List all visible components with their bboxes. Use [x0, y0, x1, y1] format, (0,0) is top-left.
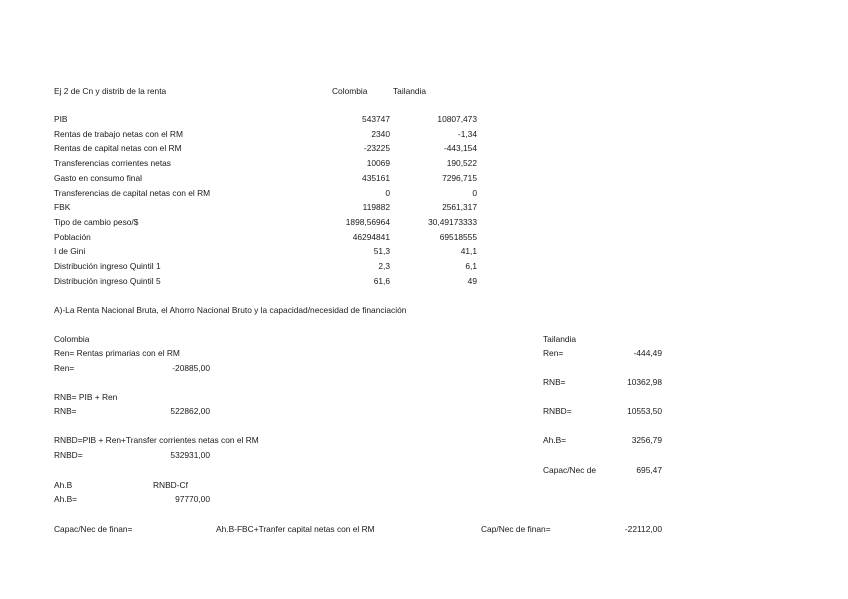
table-cell-colombia: 51,3 — [373, 246, 390, 257]
table-row-label: Transferencias de capital netas con el RM — [54, 187, 211, 198]
tailandia-rnb-label: RNB= — [543, 377, 566, 387]
table-row-label: Rentas de capital netas con el RM — [54, 143, 182, 154]
colombia-rnbd-value: 532931,00 — [170, 450, 210, 460]
colombia-ahb-label: Ah.B= — [54, 494, 78, 504]
table-cell-colombia: 1898,56964 — [345, 216, 390, 227]
tailandia-heading: Tailandia — [543, 334, 577, 344]
tailandia-ren-label: Ren= — [543, 348, 564, 358]
table-row-label: Distribución ingreso Quintil 1 — [54, 261, 161, 271]
tailandia-capac-label: Capac/Nec de — [543, 465, 597, 475]
column-header-colombia: Colombia — [332, 86, 368, 96]
colombia-ahb-formula: RNBD-Cf — [153, 480, 188, 490]
colombia-capac-label: Capac/Nec de finan= — [54, 524, 133, 534]
table-cell-colombia: 10069 — [366, 158, 390, 169]
table-row-label: I de Gini — [54, 246, 86, 257]
table-cell-tailandia: 10807,473 — [437, 114, 477, 124]
colombia-rnb-formula: RNB= PIB + Ren — [54, 392, 118, 402]
table-cell-colombia: 435161 — [362, 172, 390, 183]
tailandia-ren-value: -444,49 — [633, 348, 662, 358]
table-row-label: Transferencias corrientes netas — [54, 158, 171, 169]
table-row-label: Tipo de cambio peso/$ — [54, 216, 139, 227]
colombia-rnb-label: RNB= — [54, 406, 77, 416]
table-row-label: Gasto en consumo final — [54, 172, 142, 183]
colombia-rnbd-label: RNBD= — [54, 450, 83, 460]
table-cell-colombia: 2340 — [371, 128, 390, 139]
question-text: A)-La Renta Nacional Bruta, el Ahorro Nacional Bruto y la capacidad/necesidad de financiación — [54, 305, 407, 315]
table-cell-tailandia: 69518555 — [439, 231, 477, 242]
colombia-ahb-heading: Ah.B — [54, 480, 73, 490]
table-cell-tailandia: 190,522 — [446, 158, 477, 169]
tailandia-rnbd-label: RNBD= — [543, 406, 572, 416]
colombia-ren-value: -20885,00 — [172, 363, 210, 373]
table-cell-tailandia: 41,1 — [460, 246, 477, 257]
table-cell-tailandia: -443,154 — [443, 143, 477, 154]
table-row-label: PIB — [54, 114, 68, 124]
colombia-ren-formula: Ren= Rentas primarias con el RM — [54, 348, 180, 358]
table-cell-colombia: -23225 — [363, 143, 390, 154]
table-row-label: Distribución ingreso Quintil 5 — [54, 275, 161, 286]
table-cell-colombia: 2,3 — [378, 261, 390, 271]
colombia-rnbd-formula: RNBD=PIB + Ren+Transfer corrientes netas con el RM — [54, 435, 259, 445]
table-cell-colombia: 61,6 — [373, 275, 390, 286]
table-row-label: Población — [54, 231, 91, 242]
table-cell-colombia: 119882 — [362, 202, 390, 213]
colombia-ren-label: Ren= — [54, 363, 75, 373]
tailandia-capac-value: 695,47 — [636, 465, 662, 475]
colombia-capac-formula: Ah.B-FBC+Tranfer capital netas con el RM — [216, 524, 375, 534]
table-row-label: FBK — [54, 202, 71, 213]
colombia-rnb-value: 522862,00 — [170, 406, 210, 416]
table-cell-tailandia: -1,34 — [457, 128, 477, 139]
table-cell-tailandia: 6,1 — [465, 261, 477, 271]
tailandia-ahb-value: 3256,79 — [631, 435, 662, 445]
colombia-cap-value: -22112,00 — [624, 524, 662, 534]
table-row-label: Rentas de trabajo netas con el RM — [54, 128, 183, 139]
table-cell-tailandia: 30,49173333 — [428, 216, 477, 227]
colombia-ahb-value: 97770,00 — [175, 494, 210, 504]
colombia-heading: Colombia — [54, 334, 90, 344]
tailandia-ahb-label: Ah.B= — [543, 435, 567, 445]
table-cell-colombia: 46294841 — [352, 231, 390, 242]
table-cell-tailandia: 49 — [467, 275, 477, 286]
table-cell-colombia: 543747 — [362, 114, 390, 124]
colombia-cap-label: Cap/Nec de finan= — [481, 524, 551, 534]
table-cell-tailandia: 0 — [472, 187, 477, 198]
table-cell-tailandia: 7296,715 — [442, 172, 477, 183]
table-cell-tailandia: 2561,317 — [442, 202, 477, 213]
column-header-tailandia: Tailandia — [393, 86, 427, 96]
table-cell-colombia: 0 — [385, 187, 390, 198]
tailandia-rnbd-value: 10553,50 — [627, 406, 662, 416]
sheet-title: Ej 2 de Cn y distrib de la renta — [54, 86, 167, 96]
tailandia-rnb-value: 10362,98 — [627, 377, 662, 387]
